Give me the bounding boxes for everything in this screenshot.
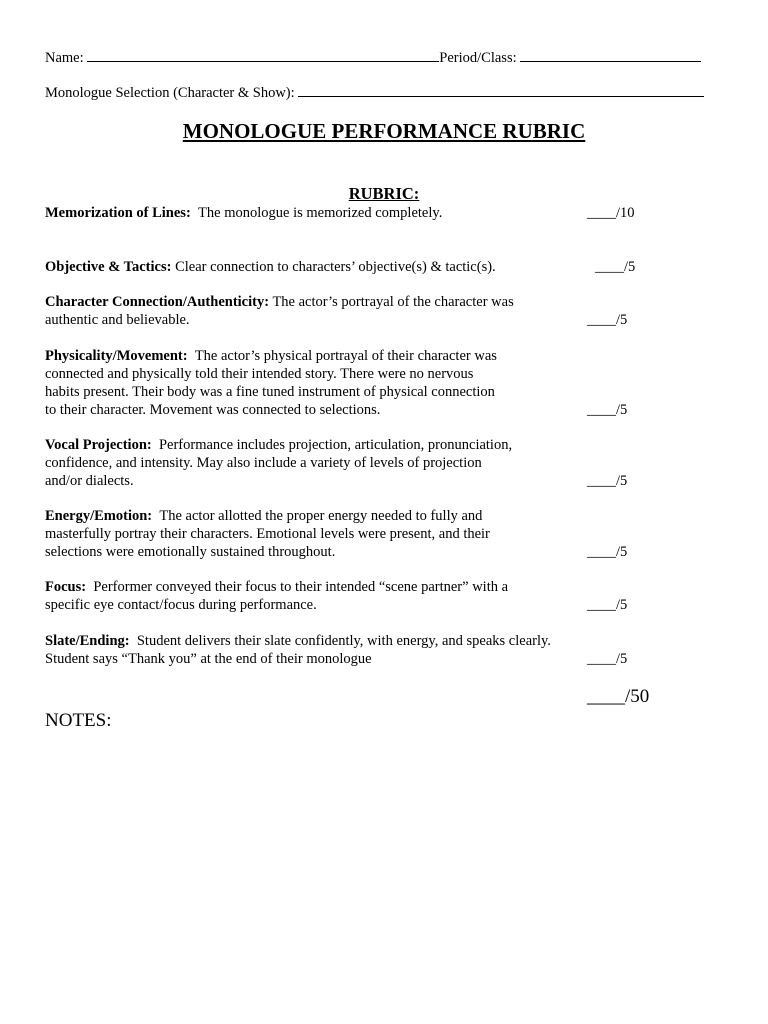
selection-label: Monologue Selection (Character & Show): (45, 85, 295, 101)
score-character: ____/5 (587, 312, 628, 328)
selection-line (45, 82, 704, 102)
criterion-label: Slate/Ending: (45, 633, 130, 649)
score-vocal: ____/5 (587, 473, 628, 489)
name-blank (87, 47, 439, 62)
period-blank (520, 47, 701, 62)
criterion-label: Physicality/Movement: (45, 348, 188, 364)
criterion-text: The actor allotted the proper energy needed to fully and masterfully portray their characters. Emotional levels were present, and their selections were emotionally sustained throughout. (45, 508, 490, 560)
score-slate: ____/5 (587, 651, 628, 667)
name-period-line (45, 47, 701, 67)
criterion-text: Performance includes projection, articulation, pronunciation, confidence, and intensity. May also include a variety of levels of projection and/or dialects. (45, 437, 513, 489)
total-score: ____/50 (587, 686, 650, 707)
criterion-label: Memorization of Lines: (45, 205, 191, 221)
criterion-vocal (45, 436, 515, 490)
criterion-label: Character Connection/Authenticity: (45, 294, 270, 310)
rubric-subtitle: RUBRIC: (348, 184, 420, 203)
score-focus: ____/5 (587, 597, 628, 613)
page-title: MONOLOGUE PERFORMANCE RUBRIC (182, 119, 586, 143)
criterion-text: The actor’s portrayal of the character was authentic and believable. (45, 294, 514, 328)
criterion-text: Performer conveyed their focus to their intended “scene partner” with a specific eye contact/focus during performance. (45, 579, 509, 613)
criterion-memorization (45, 204, 605, 222)
criterion-label: Objective & Tactics: (45, 259, 172, 275)
score-objective: ____/5 (595, 259, 636, 275)
criterion-focus (45, 578, 537, 614)
period-label: Period/Class: (439, 50, 517, 66)
criterion-character (45, 293, 540, 329)
name-label: Name: (45, 50, 84, 66)
score-energy: ____/5 (587, 544, 628, 560)
criterion-slate (45, 632, 580, 668)
selection-blank (298, 82, 704, 97)
criterion-label: Energy/Emotion: (45, 508, 153, 524)
criterion-label: Focus: (45, 579, 87, 595)
score-memorization: ____/10 (587, 205, 635, 221)
criterion-label: Vocal Projection: (45, 437, 152, 453)
criterion-physicality (45, 347, 505, 419)
criterion-text: Clear connection to characters’ objective(s) & tactic(s). (175, 259, 496, 275)
criterion-text: Student delivers their slate confidently, with energy, and speaks clearly. Student says “Thank you” at the end of their monologue (45, 633, 551, 667)
criterion-objective (45, 258, 605, 276)
criterion-energy (45, 507, 507, 561)
notes-label: NOTES: (45, 710, 112, 731)
criterion-text: The monologue is memorized completely. (198, 205, 443, 221)
criterion-text: The actor’s physical portrayal of their character was connected and physically told their intended story. There were no nervous habits present. Their body was a fine tuned instrument of physical connection to their character. Movement was connected to selections. (45, 348, 497, 418)
score-physicality: ____/5 (587, 402, 628, 418)
